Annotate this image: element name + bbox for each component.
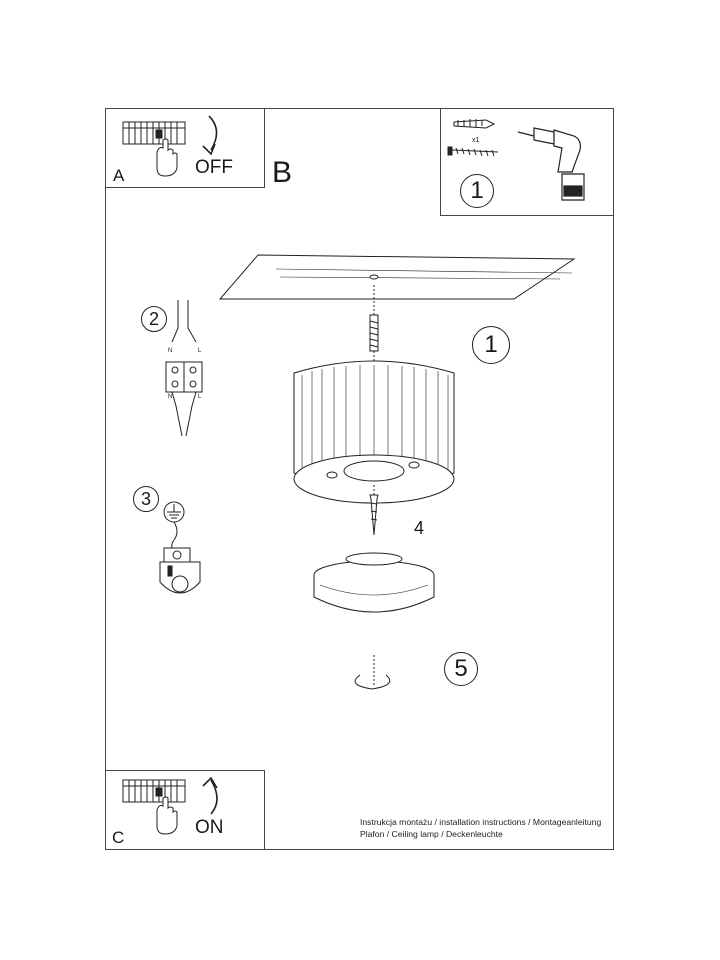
step-ground-number: 3	[133, 486, 159, 512]
step-mount-number: 1	[472, 326, 510, 364]
wiring-terminal-block-drawing	[162, 292, 212, 442]
step-rotate-number: 5	[444, 652, 478, 686]
panel-b-letter: B	[272, 156, 293, 189]
panel-a-letter: A	[113, 166, 125, 185]
screw-quantity: x1	[472, 137, 480, 144]
footer-product-type: Plafon / Ceiling lamp / Deckenleuchte	[360, 829, 503, 839]
panel-a-off-label: OFF	[195, 157, 233, 178]
live-label-bottom: L	[198, 394, 202, 400]
ceiling-mount-assembly-drawing	[210, 245, 590, 665]
tools-step-number: 1	[460, 174, 494, 208]
live-label-top: L	[198, 348, 202, 354]
footer-instructions-title: Instrukcja montażu / installation instructions / Montageanleitung	[360, 817, 602, 827]
ground-connection-drawing	[154, 498, 214, 608]
panel-c-letter: C	[112, 828, 125, 847]
cordless-drill-icon	[516, 118, 596, 208]
panel-c-on-label: ON	[195, 817, 224, 838]
circuit-breaker-on-icon	[105, 770, 265, 850]
step-wiring-number: 2	[141, 306, 167, 332]
circuit-breaker-off-icon	[105, 108, 265, 188]
neutral-label-top: N	[168, 348, 173, 354]
neutral-label-bottom: N	[168, 394, 173, 400]
step-fix-number: 4	[413, 518, 424, 538]
